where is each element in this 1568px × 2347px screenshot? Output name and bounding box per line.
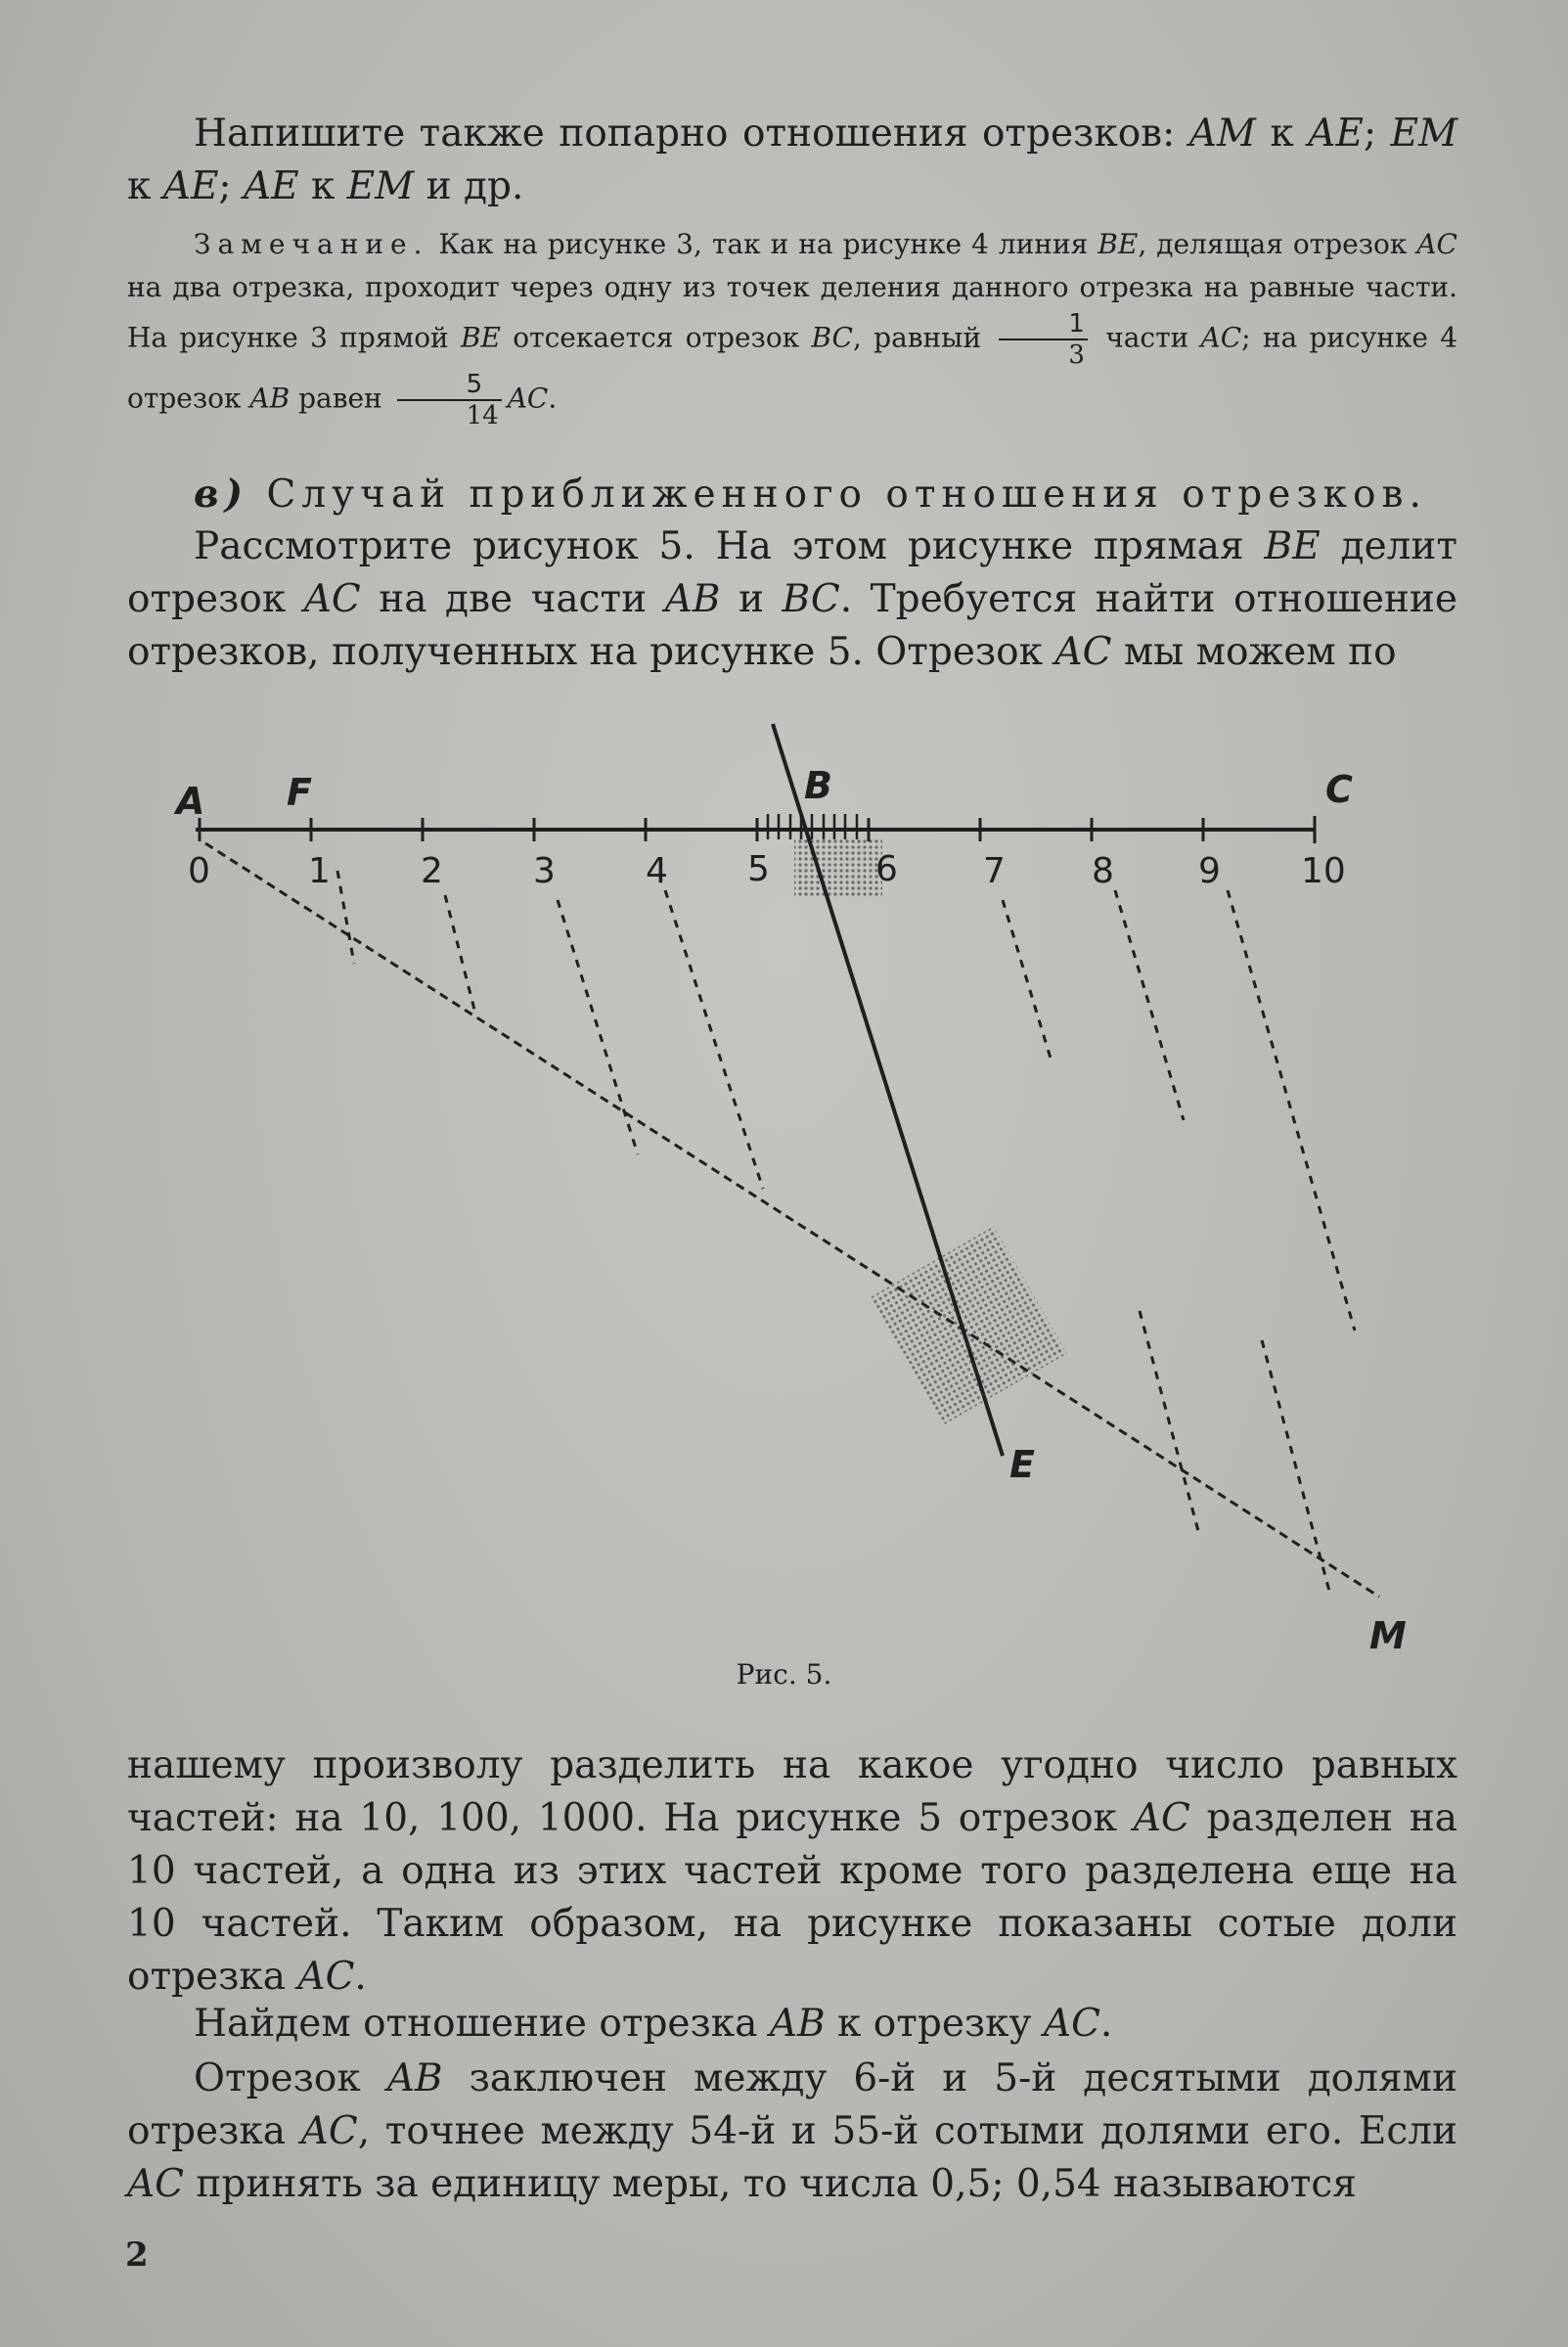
symbol: BC [811, 321, 853, 354]
text: ; [1363, 112, 1391, 156]
fraction-numerator: 5 [397, 370, 502, 401]
parallel-line-8-lower [1140, 1311, 1198, 1531]
text: . [548, 382, 558, 415]
symbol: AB [664, 577, 721, 621]
label-b: B [804, 764, 832, 807]
symbol: AC [1054, 630, 1112, 674]
section-title: Случай приближенного отношения отрезков. [248, 473, 1427, 517]
symbol: AC [1200, 321, 1242, 354]
paragraph-find-ratio [127, 1998, 1457, 2051]
tick-label-1: 1 [308, 851, 331, 891]
text: делит отрезок [127, 524, 1457, 621]
page-number: 2 [125, 2235, 149, 2275]
text: разделен на 10 частей, а одна из этих частей кроме того разделена еще на 10 частей. Таким образом, на рисунке показаны сотые доли отрезка [127, 1796, 1457, 1999]
symbol: AE [1308, 112, 1364, 156]
label-f: F [287, 771, 312, 814]
parallel-line-1 [337, 871, 354, 964]
tick-label-7: 7 [983, 851, 1006, 891]
text: к [1255, 112, 1309, 156]
symbol: AE [243, 164, 299, 208]
tick-label-10: 10 [1301, 851, 1346, 891]
auxiliary-line-am [205, 843, 1379, 1597]
symbol: AB [249, 382, 291, 415]
symbol: AE [162, 164, 219, 208]
text: Как на рисунке 3, так и на рисунке 4 линия [428, 228, 1098, 260]
parallel-line-3 [558, 900, 638, 1154]
parallel-line-4 [665, 890, 763, 1189]
text: ; на рисунке 4 отрезок [127, 321, 1458, 415]
fraction-denominator: 14 [466, 401, 499, 430]
symbol: AC [297, 1955, 355, 1999]
parallel-line-8 [1115, 890, 1184, 1120]
label-m: M [1369, 1614, 1407, 1657]
text: . [1099, 2002, 1113, 2046]
tick-label-0: 0 [188, 851, 210, 891]
text: . [354, 1955, 367, 1999]
symbol: AC [127, 2162, 185, 2206]
symbol: AC [1416, 228, 1457, 260]
text: Найдем отношение отрезка [194, 2002, 770, 2046]
text: ; [218, 164, 244, 208]
text: Отрезок [194, 2056, 387, 2100]
symbol: EM [1390, 112, 1457, 156]
text: Рассмотрите рисунок 5. На этом рисунке прямая [194, 524, 1265, 568]
fraction-numerator: 1 [999, 309, 1088, 340]
section-letter: в) [194, 472, 249, 517]
text: и др. [414, 164, 524, 208]
tick-label-5: 5 [747, 849, 770, 889]
text: , равный [852, 321, 994, 354]
symbol: AC [507, 382, 549, 415]
stipple-bottom [871, 1227, 1067, 1424]
parallel-line-7 [1003, 900, 1052, 1061]
symbol: BC [782, 577, 840, 621]
text: принять за единицу меры, то числа 0,5; 0,54 называются [184, 2162, 1357, 2206]
symbol: EM [346, 164, 415, 208]
parallel-line-9 [1228, 890, 1355, 1331]
text: к отрезку [825, 2002, 1044, 2046]
symbol: AB [769, 2002, 826, 2046]
paragraph-segment-ab [127, 2053, 1457, 2211]
parallel-line-10-lower [1262, 1340, 1330, 1595]
text: , точнее между 54-й и 55-й сотыми долями его. Если [357, 2109, 1457, 2153]
symbol: AC [1043, 2002, 1100, 2046]
text: части [1093, 321, 1201, 354]
text: и [720, 577, 783, 621]
text: . Требуется найти отношение отрезков, полученных на рисунке 5. Отрезок [127, 577, 1457, 674]
symbol: AC [303, 577, 361, 621]
symbol: BE [460, 321, 501, 354]
text: нашему произволу разделить на какое угодно число равных частей: на 10, 100, 1000. На рисунке 5 отрезок [127, 1743, 1457, 1840]
tick-label-8: 8 [1092, 851, 1114, 891]
hundredth-ticks [768, 814, 857, 839]
text: на две части [360, 577, 665, 621]
label-c: C [1325, 768, 1353, 811]
text: мы можем по [1111, 630, 1397, 674]
text: отсекается отрезок [501, 321, 812, 354]
parallel-dashed-lines [337, 871, 1355, 1595]
text: Напишите также попарно отношения отрезков: [194, 112, 1189, 156]
tick-label-4: 4 [646, 851, 668, 891]
text: на два отрезка, проходит через одну из точек деления данного отрезка на равные части. На рисунке 3 прямой [127, 271, 1457, 354]
tick-label-3: 3 [533, 851, 556, 891]
fraction-denominator: 3 [1068, 340, 1085, 370]
note-heading: Замечание. [194, 228, 429, 260]
label-a: A [176, 780, 205, 823]
text: к [298, 164, 347, 208]
symbol: AB [386, 2056, 443, 2100]
symbol: AM [1188, 112, 1256, 156]
tick-label-9: 9 [1198, 851, 1221, 891]
text: равен [290, 382, 391, 415]
stipple-top [794, 839, 882, 898]
label-e: E [1009, 1443, 1035, 1486]
symbol: BE [1098, 228, 1139, 260]
parallel-line-2 [445, 895, 474, 1010]
text: заключен между 6-й и 5-й десятыми долями отрезка [127, 2056, 1457, 2153]
text: к [127, 164, 163, 208]
paragraph-division [127, 1739, 1457, 2004]
tick-label-6: 6 [875, 849, 898, 889]
tick-label-2: 2 [421, 851, 443, 891]
text: , делящая отрезок [1138, 228, 1417, 260]
symbol: AC [1133, 1796, 1190, 1840]
symbol: BE [1264, 524, 1321, 568]
symbol: AC [300, 2109, 358, 2153]
figure-caption: Рис. 5. [736, 1658, 832, 1691]
